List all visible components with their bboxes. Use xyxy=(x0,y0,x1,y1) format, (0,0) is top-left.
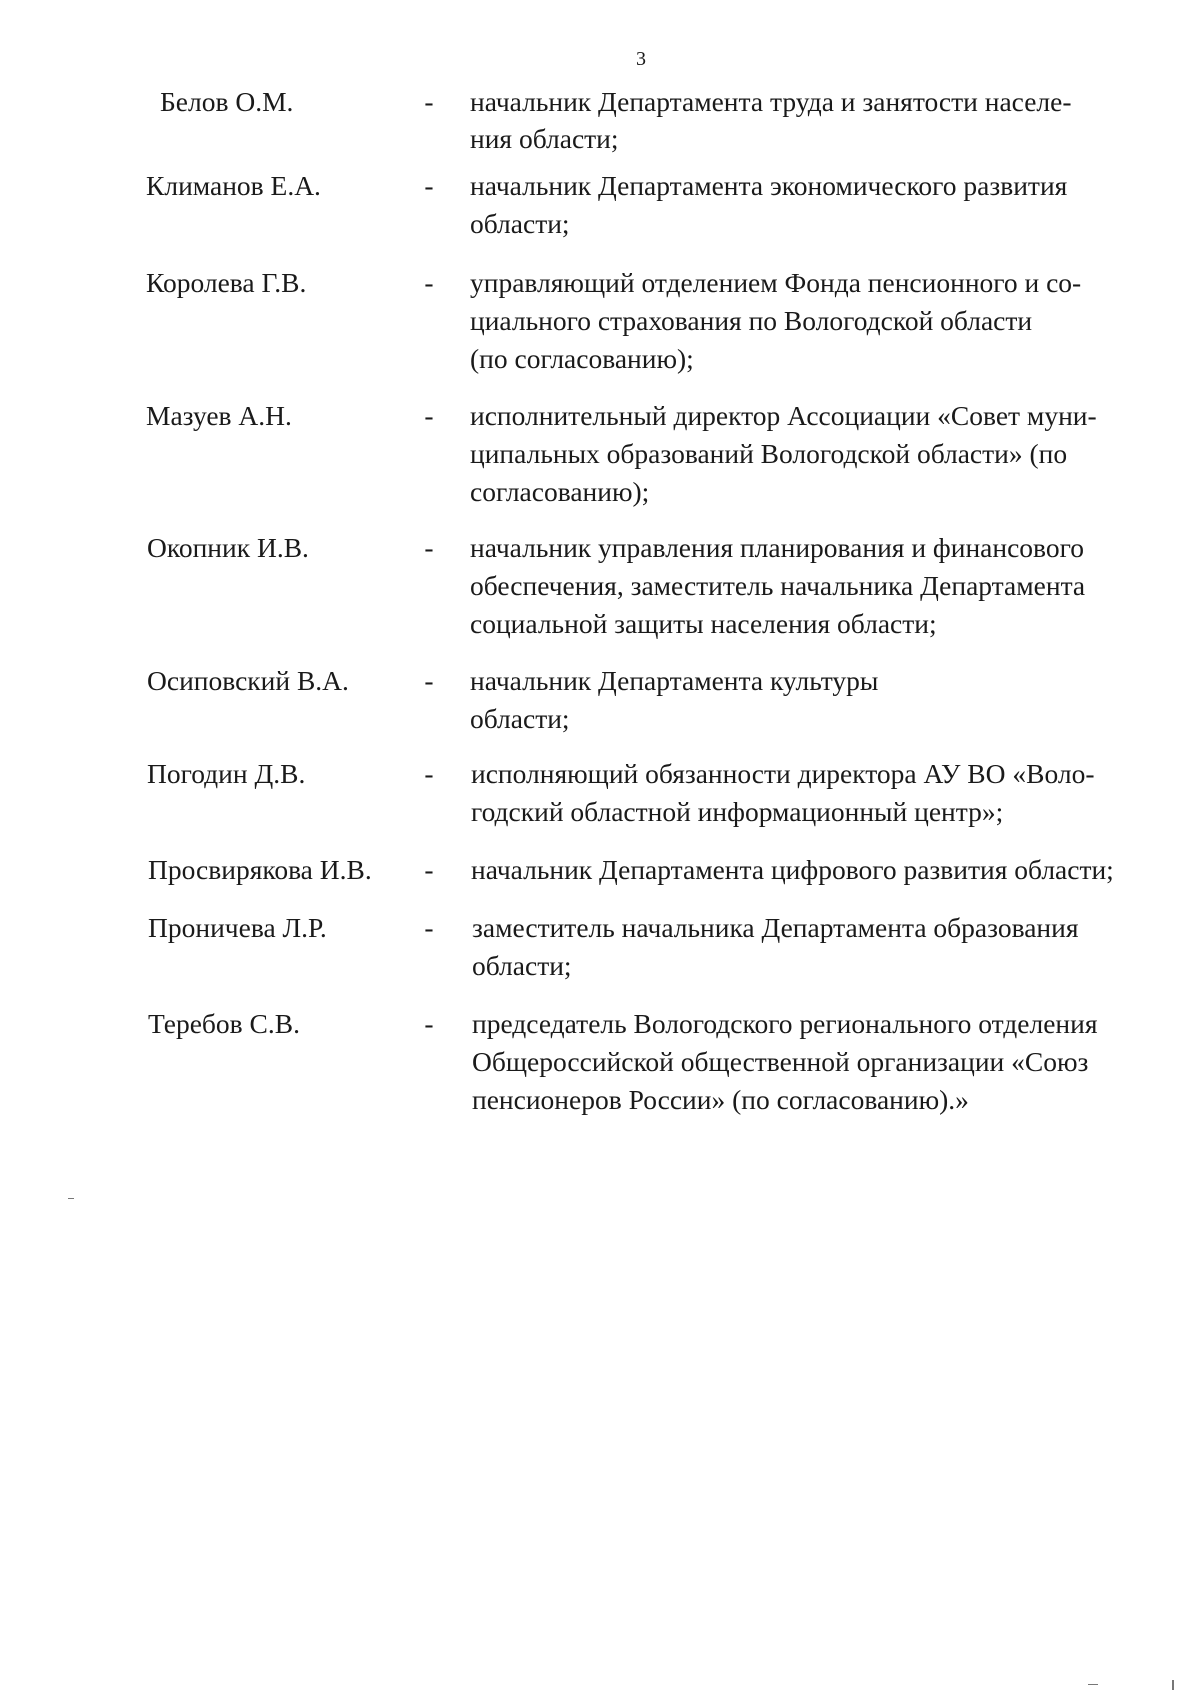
position-line: начальник Департамента экономического развития xyxy=(470,170,1068,201)
position-line: начальник Департамента культуры xyxy=(470,665,879,696)
position-line: управляющий отделением Фонда пенсионного и со- xyxy=(470,267,1082,298)
separator-dash: - xyxy=(424,267,434,298)
member-name: Теребов С.В. xyxy=(148,1008,300,1039)
member-name: Климанов Е.А. xyxy=(146,170,321,201)
separator-dash: - xyxy=(424,400,434,431)
position-line: (по согласованию); xyxy=(470,343,694,374)
member-name: Мазуев А.Н. xyxy=(146,400,292,431)
member-name: Просвирякова И.В. xyxy=(148,854,372,885)
member-name: Проничева Л.Р. xyxy=(148,912,327,943)
position-line: Общероссийской общественной организации «Союз xyxy=(472,1046,1089,1077)
position-line: согласованию); xyxy=(470,476,650,507)
position-line: начальник Департамента цифрового развития области; xyxy=(471,854,1114,885)
member-name: Королева Г.В. xyxy=(146,267,307,298)
scan-artifact xyxy=(1088,1684,1098,1685)
separator-dash: - xyxy=(424,912,434,943)
position-line: заместитель начальника Департамента образования xyxy=(472,912,1079,943)
position-line: начальник управления планирования и финансового xyxy=(470,532,1084,563)
position-line: пенсионеров России» (по согласованию).» xyxy=(472,1084,969,1115)
member-name: Погодин Д.В. xyxy=(147,758,306,789)
separator-dash: - xyxy=(424,665,434,696)
position-line: исполняющий обязанности директора АУ ВО «Воло- xyxy=(471,758,1095,789)
separator-dash: - xyxy=(424,532,434,563)
separator-dash: - xyxy=(424,170,434,201)
position-line: циального страхования по Вологодской области xyxy=(470,305,1033,336)
page-number: 3 xyxy=(636,48,646,70)
member-name: Осиповский В.А. xyxy=(147,665,349,696)
separator-dash: - xyxy=(424,854,434,885)
position-line: области; xyxy=(470,208,570,239)
position-line: ципальных образований Вологодской области» (по xyxy=(470,438,1068,469)
position-line: председатель Вологодского регионального отделения xyxy=(472,1008,1098,1039)
position-line: ния области; xyxy=(470,123,619,154)
scan-artifact xyxy=(1172,1680,1174,1690)
position-line: начальник Департамента труда и занятости населе- xyxy=(470,86,1072,117)
position-line: обеспечения, заместитель начальника Департамента xyxy=(470,570,1086,601)
separator-dash: - xyxy=(424,758,434,789)
member-name: Белов О.М. xyxy=(160,86,294,117)
separator-dash: - xyxy=(424,86,434,117)
position-line: области; xyxy=(472,950,572,981)
position-line: социальной защиты населения области; xyxy=(470,608,937,639)
position-line: области; xyxy=(470,703,570,734)
scan-artifact xyxy=(68,1198,74,1199)
position-line: исполнительный директор Ассоциации «Совет муни- xyxy=(470,400,1097,431)
member-name: Окопник И.В. xyxy=(147,532,309,563)
separator-dash: - xyxy=(424,1008,434,1039)
position-line: годский областной информационный центр»; xyxy=(471,796,1004,827)
